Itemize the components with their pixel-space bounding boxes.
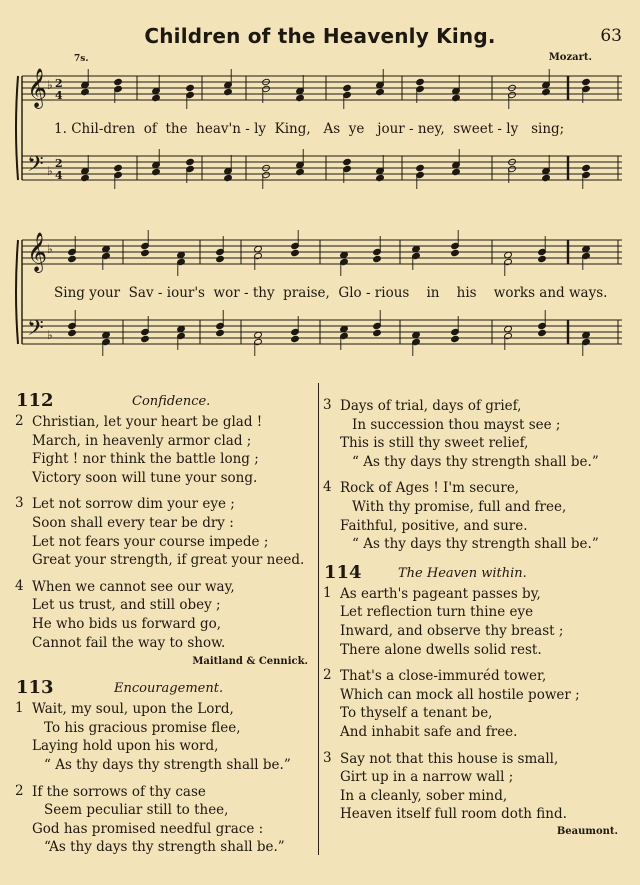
verse-line: Heaven itself full room doth find.: [340, 806, 567, 823]
note-head: [416, 78, 425, 85]
time-signature: 4: [55, 89, 63, 102]
verse-line: To thyself a tenant be,: [340, 705, 493, 722]
note-head: [114, 164, 123, 171]
bass-clef-icon: 𝄢: [27, 152, 44, 182]
time-signature: 2: [55, 157, 63, 170]
verse-line: Days of trial, days of grief,: [340, 398, 522, 414]
verse-line: He who bids us forward go,: [32, 615, 222, 632]
verse-line: “ As thy days thy strength shall be.”: [44, 756, 291, 773]
verse-number: 2: [323, 667, 332, 684]
verse-number: 4: [323, 479, 332, 496]
verse-line: Christian, let your heart be glad !: [32, 414, 263, 430]
note-head: [582, 164, 591, 171]
hymn-113: [14, 677, 310, 857]
verse-line: This is still thy sweet relief,: [340, 435, 529, 452]
lyric-line-2: Sing your Sav - iour's wor - thy praise, Glo - rious in his works and ways.: [54, 285, 608, 301]
verse: [14, 783, 310, 857]
verse: [14, 413, 310, 487]
hymn-title: The Heaven within.: [398, 565, 527, 581]
verse-line: Which can mock all hostile power ;: [340, 686, 580, 703]
note-head: [141, 249, 150, 256]
verse: [322, 585, 620, 659]
verse: [14, 578, 310, 652]
note-head: [452, 168, 461, 175]
note-head: [224, 88, 233, 95]
note-head: [216, 255, 225, 262]
hymn-112: [14, 390, 310, 667]
verse-line: In succession thou mayst see ;: [352, 416, 561, 433]
note-head: [343, 158, 352, 165]
note-head: [296, 168, 305, 175]
note-head: [291, 249, 300, 256]
verse-line: Fight ! nor think the battle long ;: [32, 451, 259, 468]
treble-clef-icon: 𝄞: [27, 68, 48, 108]
note-head: [152, 94, 161, 101]
column-divider: [318, 383, 319, 855]
verse-line: Laying hold upon his word,: [32, 738, 219, 755]
note-head: [68, 329, 77, 336]
verse: [322, 750, 620, 824]
hymn-title: Encouragement.: [114, 681, 224, 697]
hymn-attribution: Maitland & Cennick.: [192, 656, 308, 668]
verse-line: “As thy days thy strength shall be.”: [44, 839, 285, 856]
hymn-attribution: Beaumont.: [556, 825, 618, 837]
note-head: [376, 88, 385, 95]
music-score: [0, 0, 640, 380]
verse-line: Let reflection turn thine eye: [340, 604, 534, 621]
note-head: [291, 335, 300, 342]
note-head: [451, 335, 460, 342]
verse: [14, 495, 310, 569]
verse: [322, 667, 620, 741]
verse-number: 1: [323, 584, 332, 601]
key-flat-icon: ♭: [47, 242, 53, 256]
note-head: [152, 168, 161, 175]
note-head: [186, 84, 195, 91]
verse-line: There alone dwells solid rest.: [340, 641, 542, 658]
note-head: [376, 174, 385, 181]
verse-line: And inhabit safe and free.: [340, 723, 518, 740]
verse-line: Victory soon will tune your song.: [32, 469, 258, 486]
verse-line: God has promised needful grace :: [32, 820, 264, 837]
verse-line: Girt up in a narrow wall ;: [340, 769, 514, 786]
verse: [14, 700, 310, 774]
verse-line: That's a close-immuréd tower,: [340, 668, 547, 685]
note-head: [538, 329, 547, 336]
left-column: [14, 390, 310, 865]
verse-number: 4: [15, 577, 24, 594]
note-head: [343, 84, 352, 91]
verse-line: When we cannot see our way,: [32, 578, 235, 595]
verse-number: 2: [15, 782, 24, 799]
note-head: [542, 174, 551, 181]
verse-number: 3: [323, 397, 332, 413]
note-head: [373, 255, 382, 262]
note-head: [296, 94, 305, 101]
hymn-header: [14, 390, 310, 412]
hymn-number: 112: [16, 390, 54, 411]
bass-clef-icon: 𝄢: [27, 316, 44, 346]
verse-number: 3: [323, 749, 332, 766]
system-brace: [16, 240, 18, 344]
verse: [322, 479, 620, 553]
hymn-number: 114: [324, 561, 362, 583]
verse-line: To his gracious promise flee,: [44, 719, 241, 736]
verse-line: “ As thy days thy strength shall be.”: [352, 453, 599, 470]
verse-number: 2: [15, 413, 24, 429]
lyric-text: Chil-dren of the heav'n - ly King, As ye jour - ney, sweet - ly sing;: [71, 121, 565, 137]
note-head: [141, 335, 150, 342]
page-title: Children of the Heavenly King.: [144, 24, 496, 48]
verse-line: In a cleanly, sober mind,: [340, 787, 508, 804]
verse-line: “ As thy days thy strength shall be.”: [352, 536, 599, 553]
page-number: 63: [600, 26, 622, 46]
meter-label: 7s.: [74, 54, 89, 64]
verse-line: March, in heavenly armor clad ;: [32, 432, 252, 449]
verse-line: Wait, my soul, upon the Lord,: [32, 701, 234, 718]
note-head: [186, 158, 195, 165]
verse: [322, 397, 620, 471]
verse-line: Cannot fail the way to show.: [32, 634, 226, 651]
note-head: [538, 255, 547, 262]
composer-credit: Mozart.: [548, 52, 592, 63]
hymn-number: 113: [16, 677, 54, 699]
time-signature: 4: [55, 169, 63, 182]
note-head: [68, 255, 77, 262]
hymn-header: [14, 677, 310, 699]
note-head: [582, 78, 591, 85]
verse-line: With thy promise, full and free,: [352, 498, 567, 515]
note-head: [542, 88, 551, 95]
note-head: [81, 88, 90, 95]
verse-line: Great your strength, if great your need.: [32, 552, 305, 569]
verse-line: If the sorrows of thy case: [32, 783, 206, 800]
verse-line: Inward, and observe thy breast ;: [340, 622, 564, 639]
note-head: [452, 94, 461, 101]
verse-line: Faithful, positive, and sure.: [340, 517, 528, 534]
verse-line: Say not that this house is small,: [340, 750, 559, 767]
note-head: [373, 329, 382, 336]
right-column: [322, 390, 620, 847]
verse-line: Let us trust, and still obey ;: [32, 597, 221, 614]
verse-line: As earth's pageant passes by,: [340, 585, 541, 602]
note-head: [416, 164, 425, 171]
system-brace: [16, 76, 18, 180]
key-flat-icon: ♭: [47, 78, 53, 92]
key-flat-icon: ♭: [47, 328, 53, 342]
hymn-header: [322, 562, 620, 584]
verse-line: Soon shall every tear be dry :: [32, 514, 234, 531]
lyric-verse-number: 1.: [54, 121, 67, 137]
verse-number: 1: [15, 700, 24, 717]
hymn-114: [322, 562, 620, 837]
note-head: [451, 249, 460, 256]
verse-line: Let not sorrow dim your eye ;: [32, 496, 235, 513]
note-head: [224, 174, 233, 181]
lyric-line-1: [54, 121, 564, 137]
verse-line: Seem peculiar still to thee,: [44, 802, 229, 819]
time-signature: 2: [55, 77, 63, 90]
treble-clef-icon: 𝄞: [27, 232, 48, 272]
key-flat-icon: ♭: [47, 164, 53, 178]
note-head: [81, 174, 90, 181]
verse-number: 3: [15, 495, 24, 512]
note-head: [216, 329, 225, 336]
verse-line: Rock of Ages ! I'm secure,: [340, 480, 520, 497]
hymn-title: Confidence.: [132, 394, 211, 409]
verse-line: Let not fears your course impede ;: [32, 533, 269, 550]
note-head: [114, 78, 123, 85]
hymn-113-continued: [322, 397, 620, 554]
